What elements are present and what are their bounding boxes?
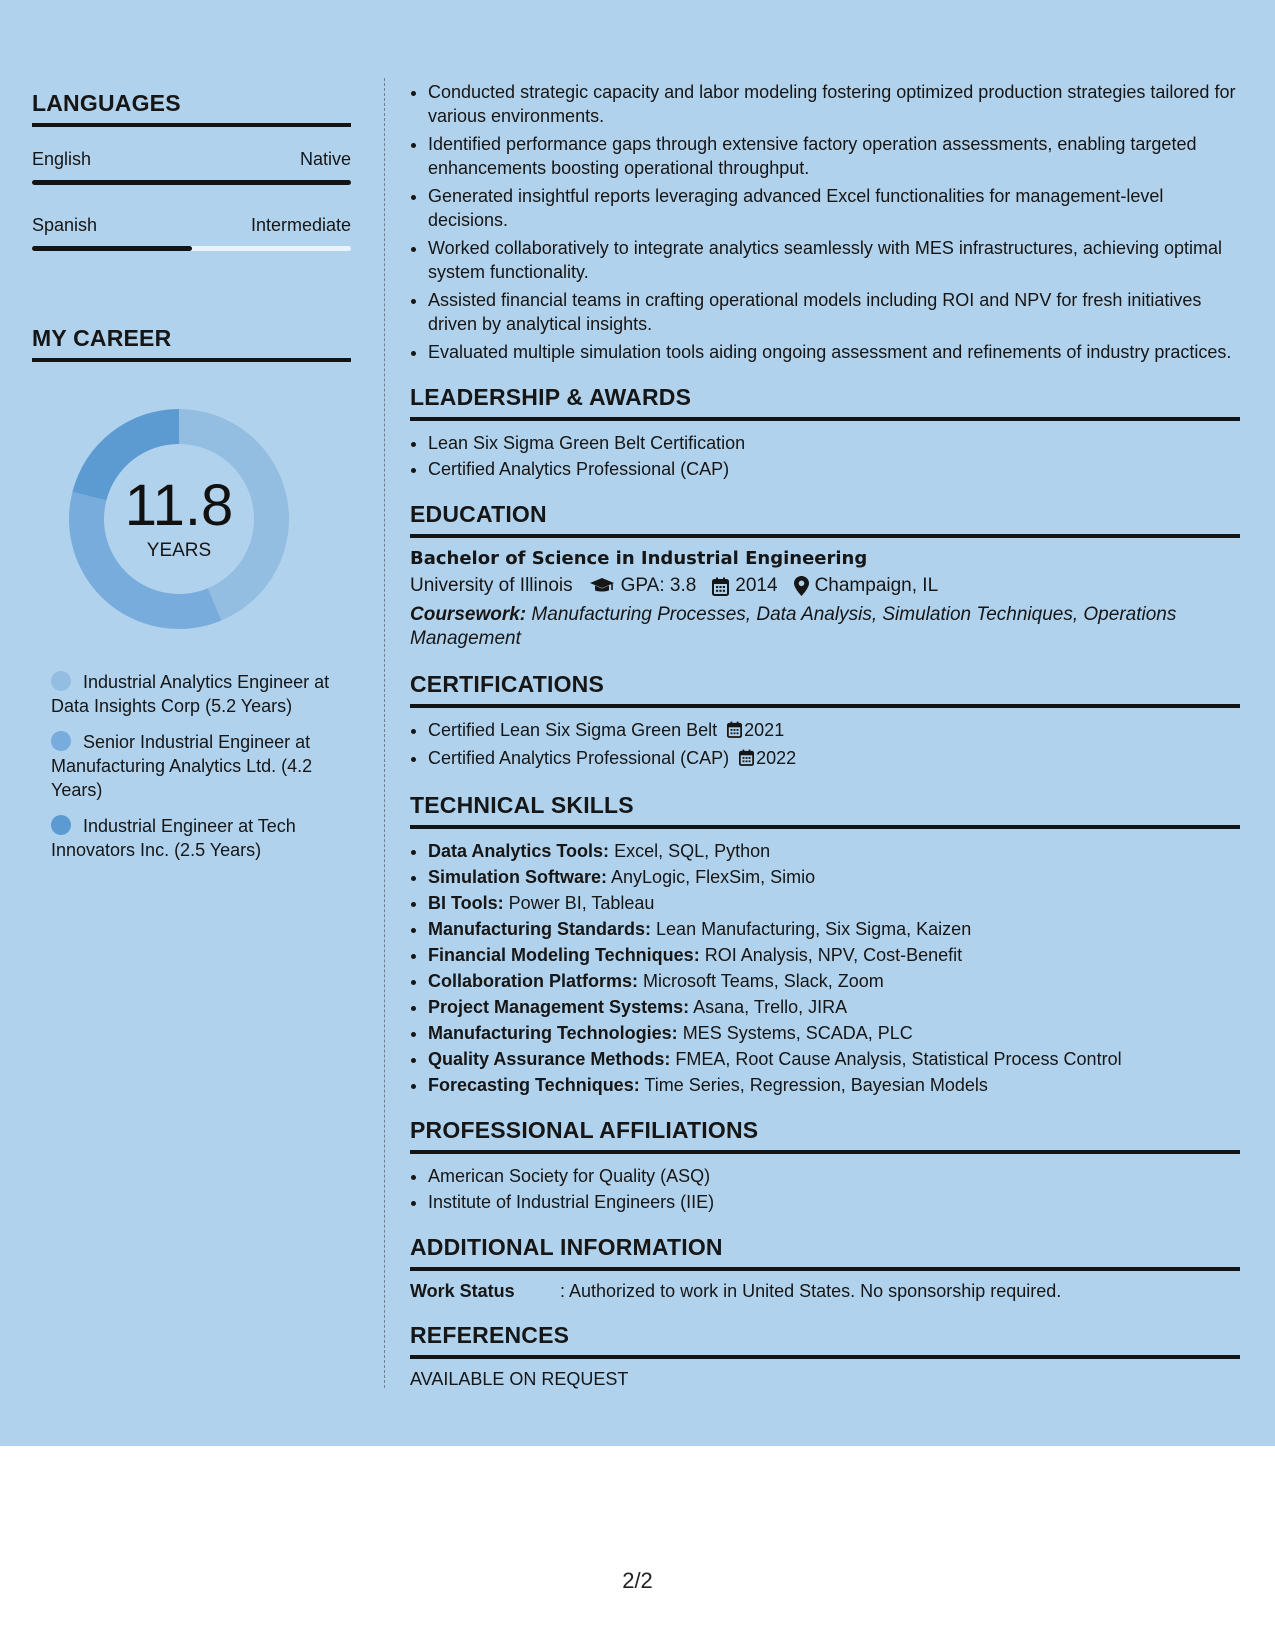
skill-item [428,1021,1240,1045]
skill-item [428,839,1240,863]
calendar-icon [727,720,742,744]
education-degree: Bachelor of Science in Industrial Engineering [410,548,868,569]
skill-item [428,969,1240,993]
education-coursework [410,603,1240,651]
skill-value: Excel, SQL, Python [614,841,771,861]
skill-label: Collaboration Platforms: [428,971,639,991]
calendar-icon [739,748,754,772]
leadership-item: • Certified Analytics Professional (CAP) [428,457,1240,481]
skill-item [428,865,1240,889]
education-title: EDUCATION [410,501,1240,538]
skill-label: Forecasting Techniques: [428,1075,640,1095]
experience-bullet: • Conducted strategic capacity and labor modeling fostering optimized production strategies tailored for various environments. [428,80,1240,128]
education-location: Champaign, IL [814,575,939,596]
leadership-item: • Lean Six Sigma Green Belt Certification [428,431,1240,455]
legend-item [51,670,351,718]
education-year: 2014 [735,575,778,596]
certification-item [428,718,1240,744]
experience-bullets [410,80,1240,364]
leadership-title: LEADERSHIP & AWARDS [410,384,1240,421]
legend-item [51,730,351,802]
references-text: AVAILABLE ON REQUEST [410,1369,629,1389]
skill-item [428,1073,1240,1097]
skills-title: TECHNICAL SKILLS [410,792,1240,829]
skill-value: Lean Manufacturing, Six Sigma, Kaizen [656,919,972,939]
left-column [32,90,351,874]
skill-item [428,995,1240,1019]
column-divider [384,78,385,1388]
experience-bullet: • Worked collaboratively to integrate analytics seamlessly with MES infrastructures, achieving optimal system functionality. [428,236,1240,284]
additional-info-section [410,1234,1240,1302]
skill-item [428,891,1240,915]
skill-value: FMEA, Root Cause Analysis, Statistical Process Control [675,1049,1122,1069]
right-column [410,80,1240,1390]
skill-value: ROI Analysis, NPV, Cost-Benefit [704,945,963,965]
career-donut-chart [66,406,292,632]
legend-dot-icon [51,731,71,751]
page-number: 2/2 [622,1568,653,1593]
language-proficiency-bar [32,246,351,251]
education-gpa: GPA: 3.8 [620,575,697,596]
career-title: MY CAREER [32,325,351,362]
map-pin-icon [794,576,809,596]
education-school: University of Illinois [410,575,573,596]
legend-item [51,814,351,862]
certification-item [428,746,1240,772]
skill-label: Manufacturing Standards: [428,919,652,939]
language-name: English [32,149,92,169]
education-meta [410,575,1240,597]
certifications-title: CERTIFICATIONS [410,671,1240,708]
legend-dot-icon [51,671,71,691]
references-title: REFERENCES [410,1322,1240,1359]
certifications-section [410,671,1240,772]
experience-bullet: • Identified performance gaps through extensive factory operation assessments, enabling targeted enhancements boosting operational throughput. [428,132,1240,180]
skill-item [428,1047,1240,1071]
legend-dot-icon [51,815,71,835]
certification-name: Certified Analytics Professional (CAP) [428,748,730,768]
language-english [32,149,351,185]
certification-name: Certified Lean Six Sigma Green Belt [428,720,718,740]
skill-label: Quality Assurance Methods: [428,1049,671,1069]
affiliation-item: • American Society for Quality (ASQ) [428,1164,1240,1188]
language-name: Spanish [32,215,98,235]
experience-bullet: • Generated insightful reports leveraging advanced Excel functionalities for management-level decisions. [428,184,1240,232]
leadership-section [410,384,1240,481]
skill-label: Simulation Software: [428,867,608,887]
coursework-list: Manufacturing Processes, Data Analysis, Simulation Techniques, Operations Management [410,604,1177,649]
additional-info-title: ADDITIONAL INFORMATION [410,1234,1240,1271]
career-years-label: YEARS [146,540,212,561]
legend-label: Senior Industrial Engineer at Manufacturing Analytics Ltd. (4.2 Years) [51,732,313,800]
skill-value: Time Series, Regression, Bayesian Models [644,1075,988,1095]
skill-item [428,943,1240,967]
skill-label: BI Tools: [428,893,504,913]
language-spanish [32,215,351,251]
skill-item [428,917,1240,941]
language-level: Native [299,149,351,169]
graduation-cap-icon [589,577,615,595]
skill-value: MES Systems, SCADA, PLC [682,1023,913,1043]
skill-label: Manufacturing Technologies: [428,1023,678,1043]
career-total-years: 11.8 [124,473,234,538]
language-proficiency-fill [32,180,351,185]
skill-value: Asana, Trello, JIRA [693,997,848,1017]
affiliations-title: PROFESSIONAL AFFILIATIONS [410,1117,1240,1154]
skill-value: Power BI, Tableau [508,893,655,913]
affiliation-item: • Institute of Industrial Engineers (IIE) [428,1190,1240,1214]
career-legend [32,670,351,862]
language-proficiency-bar [32,180,351,185]
experience-bullet: • Evaluated multiple simulation tools aiding ongoing assessment and refinements of industry practices. [428,340,1240,364]
certification-year: 2021 [744,720,785,740]
skill-value: AnyLogic, FlexSim, Simio [611,867,816,887]
coursework-label: Coursework: [410,604,527,625]
education-section [410,501,1240,651]
language-level: Intermediate [250,215,351,235]
work-status-label: Work Status [410,1281,515,1301]
skills-section [410,792,1240,1097]
calendar-icon [712,577,729,596]
skill-label: Financial Modeling Techniques: [428,945,700,965]
references-section [410,1322,1240,1390]
skill-value: Microsoft Teams, Slack, Zoom [643,971,884,991]
languages-title: LANGUAGES [32,90,351,127]
legend-label: Industrial Engineer at Tech Innovators Inc. (2.5 Years) [51,816,296,860]
experience-bullet: • Assisted financial teams in crafting operational models including ROI and NPV for fresh initiatives driven by analytical insights. [428,288,1240,336]
affiliations-section [410,1117,1240,1214]
skill-label: Project Management Systems: [428,997,690,1017]
certification-year: 2022 [756,748,797,768]
skill-label: Data Analytics Tools: [428,841,610,861]
legend-label: Industrial Analytics Engineer at Data Insights Corp (5.2 Years) [51,672,330,716]
language-proficiency-fill [32,246,192,251]
work-status-value: : Authorized to work in United States. No sponsorship required. [560,1281,1062,1301]
